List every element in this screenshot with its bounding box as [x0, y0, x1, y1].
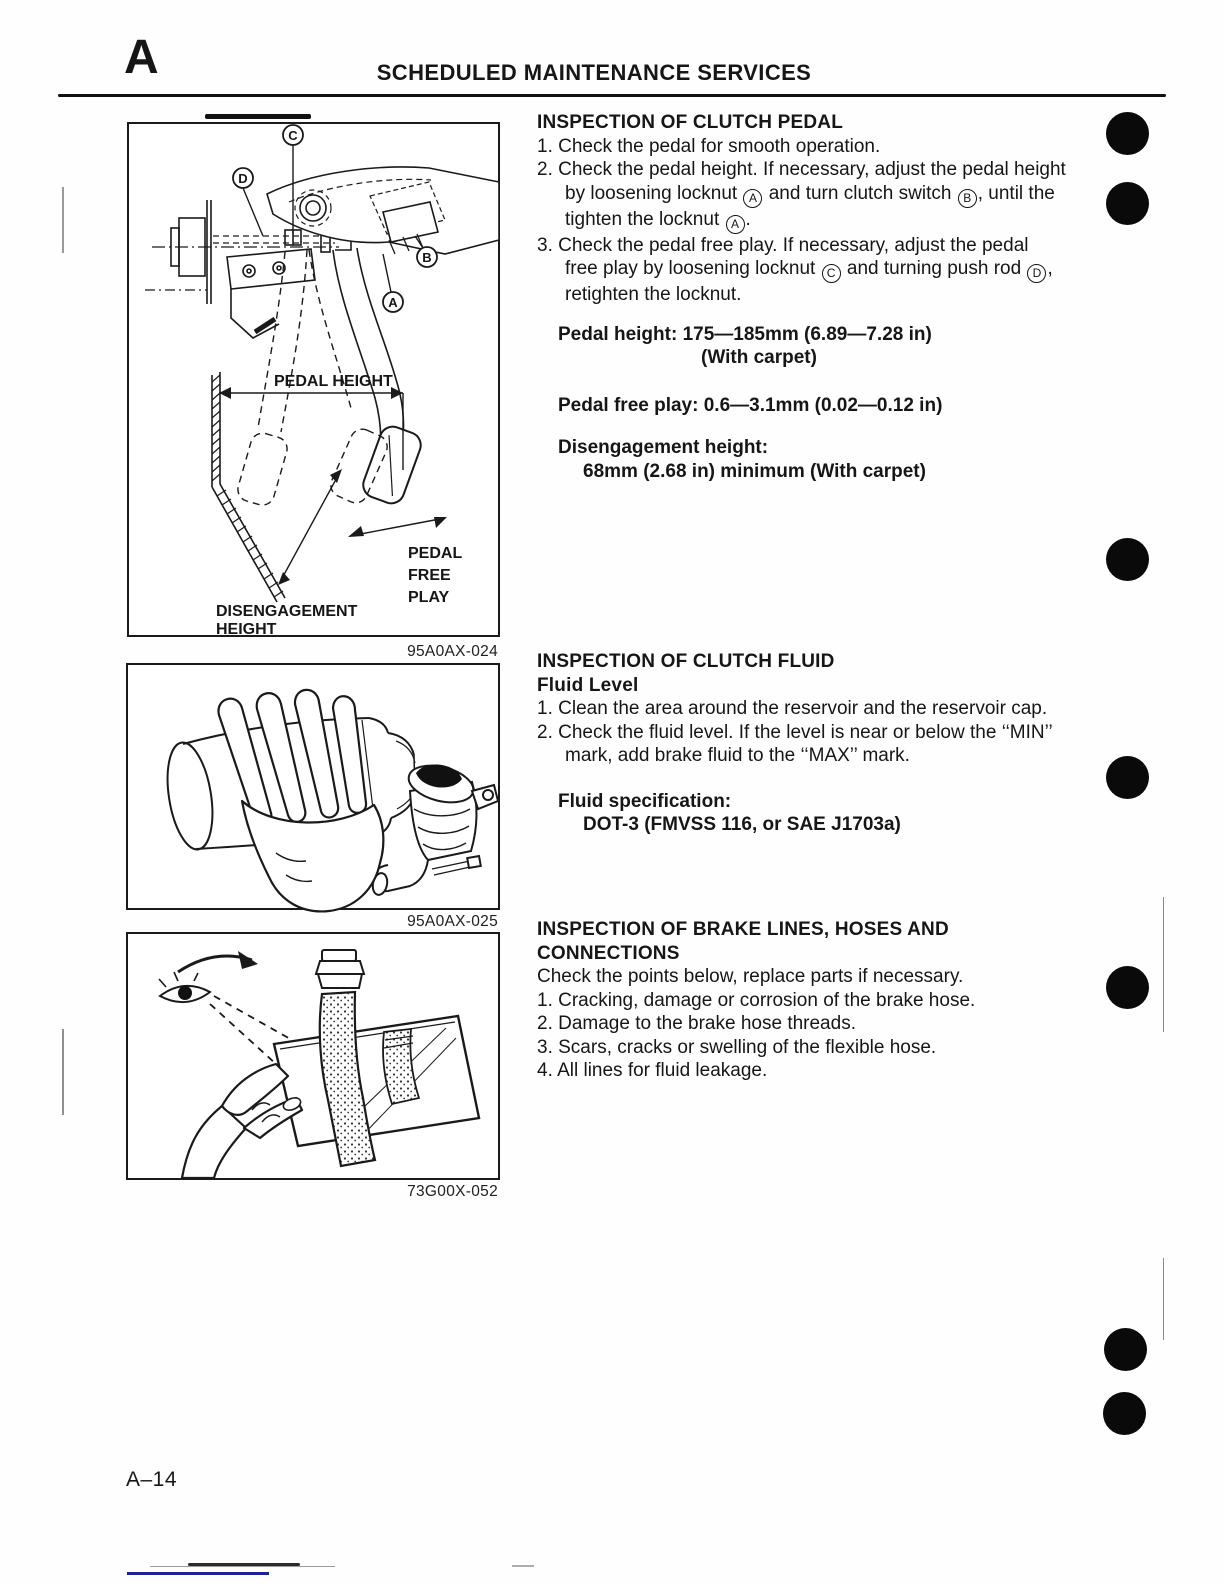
text-line: Pedal height: 175—185mm (6.89—7.28 in)	[558, 323, 932, 345]
text-line: CONNECTIONS	[537, 942, 680, 964]
registration-dot	[1103, 1392, 1146, 1435]
text-line: INSPECTION OF BRAKE LINES, HOSES AND	[537, 919, 949, 940]
registration-dot	[1106, 182, 1149, 225]
scan-artifact	[127, 1572, 269, 1575]
text-line: retighten the locknut.	[565, 284, 742, 305]
text-line: Disengagement height:	[558, 437, 769, 458]
section-clutch-fluid	[537, 650, 1107, 837]
text-line: Fluid Level	[537, 674, 639, 696]
circled-letter-a: A	[726, 215, 745, 234]
registration-dot	[1106, 966, 1149, 1009]
text-line: 2. Check the pedal height. If necessary, adjust the pedal height	[537, 159, 1066, 180]
scan-artifact	[1163, 897, 1164, 1032]
scan-artifact	[188, 1563, 300, 1566]
text-line: Check the points below, replace parts if necessary.	[537, 966, 964, 987]
text-line: INSPECTION OF CLUTCH FLUID	[537, 651, 835, 672]
circled-letter-c: C	[822, 264, 841, 283]
registration-dot	[1106, 756, 1149, 799]
scan-artifact	[62, 187, 64, 253]
page-number: A–14	[126, 1468, 178, 1491]
header-rule	[58, 94, 1166, 97]
label-free-play-1: PEDAL	[408, 545, 463, 562]
registration-dot	[1106, 112, 1149, 155]
text-line: INSPECTION OF CLUTCH PEDAL	[537, 112, 844, 133]
scan-artifact	[1163, 1258, 1164, 1340]
figure-clutch-pedal	[127, 122, 500, 667]
text-line: Pedal free play: 0.6—3.1mm (0.02—0.12 in)	[558, 394, 943, 416]
scan-artifact	[62, 1029, 64, 1115]
section-brake-lines	[537, 918, 1107, 1083]
figure-clutch-fluid	[126, 663, 500, 943]
registration-dot	[1106, 538, 1149, 581]
section-clutch-pedal	[537, 111, 1107, 483]
label-disengagement-2: HEIGHT	[216, 621, 277, 638]
text-line: 2. Check the fluid level. If the level is near or below the ‘‘MIN’’	[537, 721, 1053, 743]
text-line: tighten the locknut A .	[537, 208, 1107, 234]
callout-letter-d: D	[238, 171, 248, 186]
text-line: 1. Clean the area around the reservoir and the reservoir cap.	[537, 698, 1048, 719]
scan-artifact	[205, 114, 311, 119]
text-line: (With carpet)	[701, 347, 817, 368]
figure-caption: 95A0AX-025	[407, 913, 498, 930]
label-free-play-2: FREE	[408, 567, 451, 584]
callout-letter-b: B	[422, 250, 432, 265]
text-line: 3. Check the pedal free play. If necessary, adjust the pedal	[537, 234, 1029, 256]
registration-dot	[1104, 1328, 1147, 1371]
fluid-reservoir-drawing	[126, 663, 500, 943]
label-pedal-height: PEDAL HEIGHT	[274, 373, 393, 390]
text-line: Fluid specification:	[558, 790, 732, 812]
figure-brake-hose	[126, 932, 500, 1214]
clutch-pedal-diagram	[127, 122, 500, 667]
figure-caption: 95A0AX-024	[407, 643, 498, 660]
text-line: mark, add brake fluid to the ‘‘MAX’’ mark.	[565, 745, 910, 766]
callout-letter-c: C	[288, 128, 298, 143]
circled-letter-b: B	[958, 189, 977, 208]
circled-letter-a: A	[743, 189, 762, 208]
section-letter: A	[124, 31, 160, 84]
text-line: by loosening locknut A and turn clutch switch B , until the	[537, 182, 1107, 208]
figure-caption: 73G00X-052	[407, 1183, 498, 1200]
text-line: 3. Scars, cracks or swelling of the flexible hose.	[537, 1036, 937, 1058]
label-free-play-3: PLAY	[408, 589, 450, 606]
text-line: 68mm (2.68 in) minimum (With carpet)	[583, 460, 926, 482]
label-disengagement-1: DISENGAGEMENT	[216, 603, 358, 620]
text-line: 4. All lines for fluid leakage.	[537, 1060, 768, 1081]
brake-hose-drawing	[126, 932, 500, 1214]
scan-artifact	[150, 1566, 335, 1567]
text-line: 2. Damage to the brake hose threads.	[537, 1013, 856, 1034]
circled-letter-d: D	[1027, 264, 1046, 283]
text-line: DOT-3 (FMVSS 116, or SAE J1703a)	[583, 814, 901, 835]
text-line: free play by loosening locknut C and turning push rod D ,	[537, 257, 1107, 283]
text-line: 1. Cracking, damage or corrosion of the brake hose.	[537, 989, 976, 1011]
scan-artifact	[512, 1565, 534, 1567]
text-line: 1. Check the pedal for smooth operation.	[537, 135, 881, 157]
callout-letter-a: A	[388, 295, 398, 310]
page-title: SCHEDULED MAINTENANCE SERVICES	[376, 60, 812, 85]
